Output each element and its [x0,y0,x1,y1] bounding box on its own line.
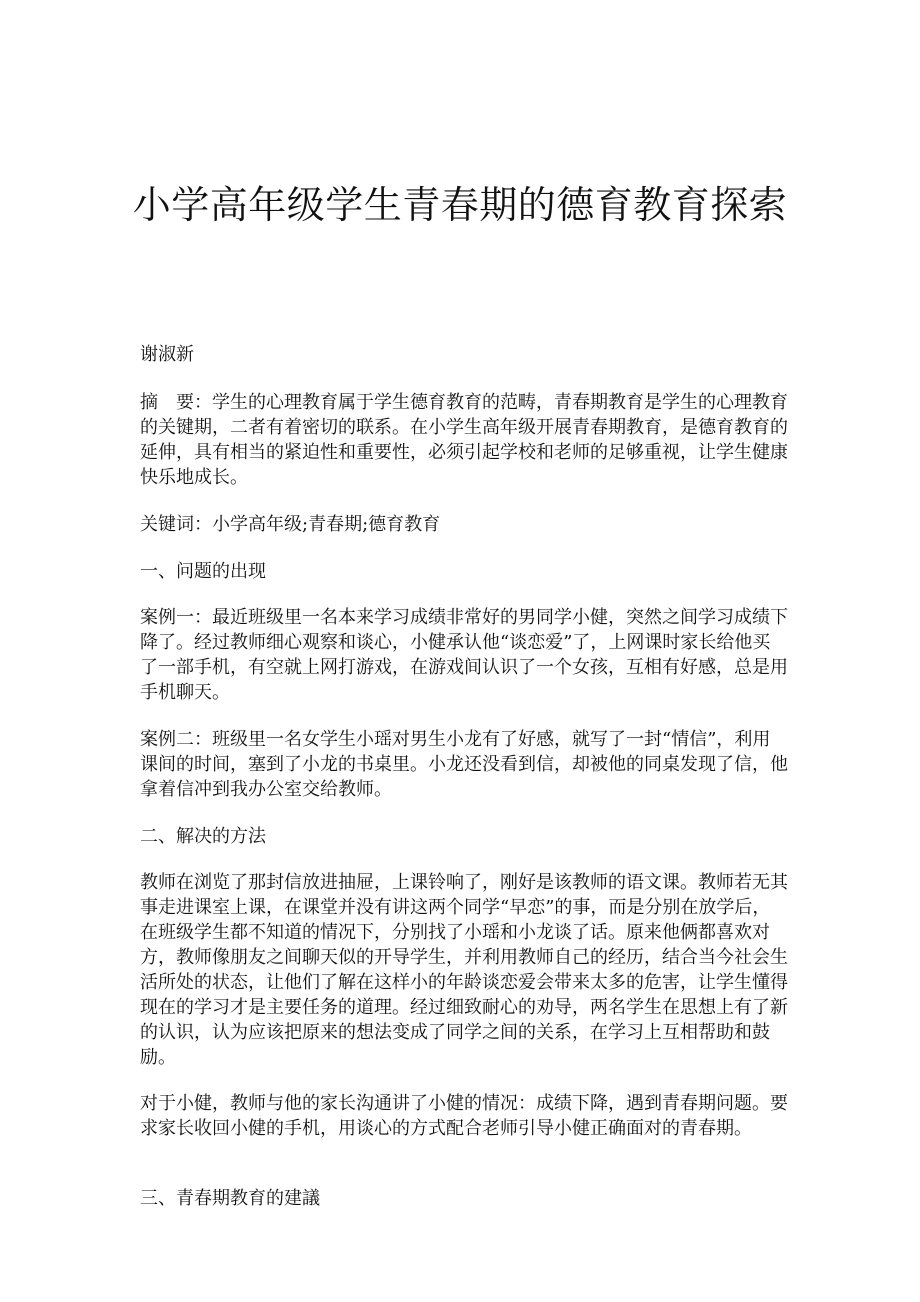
abstract-paragraph [140,390,788,490]
section-heading-1: 一、问题的出现 [140,561,266,582]
document-body [140,342,788,1211]
document-title: 小学高年级学生青春期的德育教育探索 [132,183,788,227]
section-heading-2: 二、解决的方法 [140,826,266,847]
author-name: 谢淑新 [140,344,194,365]
keywords-line: 关键词：小学高年级;青春期;德育教育 [140,514,441,535]
solution-paragraph-1: 教师在浏览了那封信放进抽屉，上课铃响了，刚好是该教师的语文课。教师若无其事走进课室上课，在课堂并没有讲这两个同学“早恋”的事，而是分别在放学后，在班级学生都不知道的情况下，分别找了小瑶和小龙谈了话。原来他俩都喜欢对方，教师像朋友之间聊天似的开导学生，并利用教师自己的经历，结合当今社会生活所处的状态，让他们了解在这样小的年龄谈恋爱会带来太多的危害，让学生懂得现在的学习才是主要任务的道理。经过细致耐心的劝导，两名学生在思想上有了新的认识，认为应该把原来的想法变成了同学之间的关系，在学习上互相帮助和鼓励。 [140,872,788,1068]
case-one-paragraph: 案例一：最近班级里一名本来学习成绩非常好的男同学小健，突然之间学习成绩下降了。经过教师细心观察和谈心，小健承认他“谈恋爱”了，上网课时家长给他买了一部手机，有空就上网打游戏，在游戏间认识了一个女孩，互相有好感，总是用手机聊天。 [140,607,788,703]
solution-paragraph-2: 对于小健，教师与他的家长沟通讲了小健的情况：成绩下降，遇到青春期问题。要求家长收回小健的手机，用谈心的方式配合老师引导小健正确面对的青春期。 [140,1093,788,1139]
case-two-paragraph: 案例二：班级里一名女学生小瑶对男生小龙有了好感，就写了一封“情信”，利用课间的时间，塞到了小龙的书桌里。小龙还没看到信，却被他的同桌发现了信，他拿着信冲到我办公室交给教师。 [140,729,788,800]
abstract-label-second: 要： [176,392,212,413]
abstract-text: 学生的心理教育属于学生德育教育的范畴，青春期教育是学生的心理教育的关键期，二者有着密切的联系。在小学生高年级开展青春期教育，是德育教育的延伸，具有相当的紧迫性和重要性，必须引起学校和老师的足够重视，让学生健康快乐地成长。 [140,392,788,488]
section-heading-3: 三、青春期教育的建議 [140,1188,320,1209]
abstract-label-first: 摘 [140,392,158,413]
